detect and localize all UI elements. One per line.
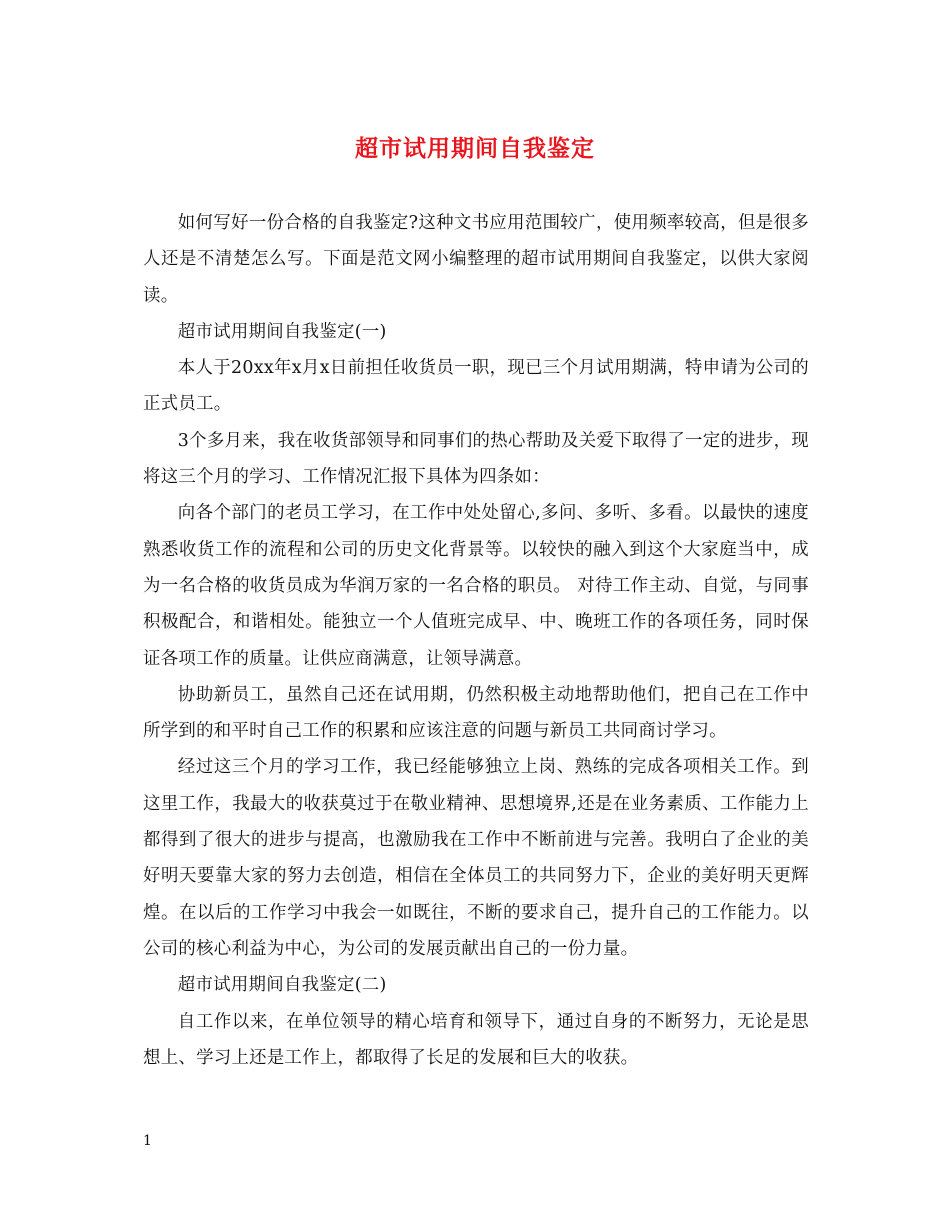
page-number: 1 [143,1133,152,1149]
paragraph: 3个多月来，我在收货部领导和同事们的热心帮助及关爱下取得了一定的进步，现将这三个月的学习、工作情况汇报下具体为四条如： [143,430,809,488]
section-heading-two: 超市试用期间自我鉴定(二) [177,975,387,996]
paragraph-intro: 如何写好一份合格的自我鉴定?这种文书应用范围较广，使用频率较高，但是很多人还是不清楚怎么写。下面是范文网小编整理的超市试用期间自我鉴定，以供大家阅读。 [143,213,809,306]
document-body [143,205,809,1076]
paragraph: 向各个部门的老员工学习，在工作中处处留心,多问、多听、多看。以最快的速度熟悉收货工作的流程和公司的历史文化背景等。以较快的融入到这个大家庭当中，成为一名合格的收货员成为华润万家的一名合格的职员。 对待工作主动、自觉，与同事积极配合，和谐相处。能独立一个人值班完成早、中、晚班工作的各项任务，同时保证各项工作的质量。让供应商满意，让领导满意。 [143,503,809,669]
section-heading-one: 超市试用期间自我鉴定(一) [177,321,387,342]
paragraph: 自工作以来，在单位领导的精心培育和领导下，通过自身的不断努力，无论是思想上、学习上还是工作上，都取得了长足的发展和巨大的收获。 [143,1011,809,1068]
paragraph: 本人于20xx年x月x日前担任收货员一职，现已三个月试用期满，特申请为公司的正式员工。 [143,358,809,415]
paragraph: 协助新员工，虽然自己还在试用期，仍然积极主动地帮助他们，把自己在工作中所学到的和平时自己工作的积累和应该注意的问题与新员工共同商讨学习。 [143,684,809,742]
paragraph: 经过这三个月的学习工作，我已经能够独立上岗、熟练的完成各项相关工作。到这里工作，我最大的收获莫过于在敬业精神、思想境界,还是在业务素质、工作能力上都得到了很大的进步与提高，也激励我在工作中不断前进与完善。我明白了企业的美好明天要靠大家的努力去创造，相信在全体员工的共同努力下，企业的美好明天更辉煌。在以后的工作学习中我会一如既往，不断的要求自己，提升自己的工作能力。以公司的核心利益为中心，为公司的发展贡献出自己的一份力量。 [143,757,809,959]
document-title: 超市试用期间自我鉴定 [355,135,595,162]
